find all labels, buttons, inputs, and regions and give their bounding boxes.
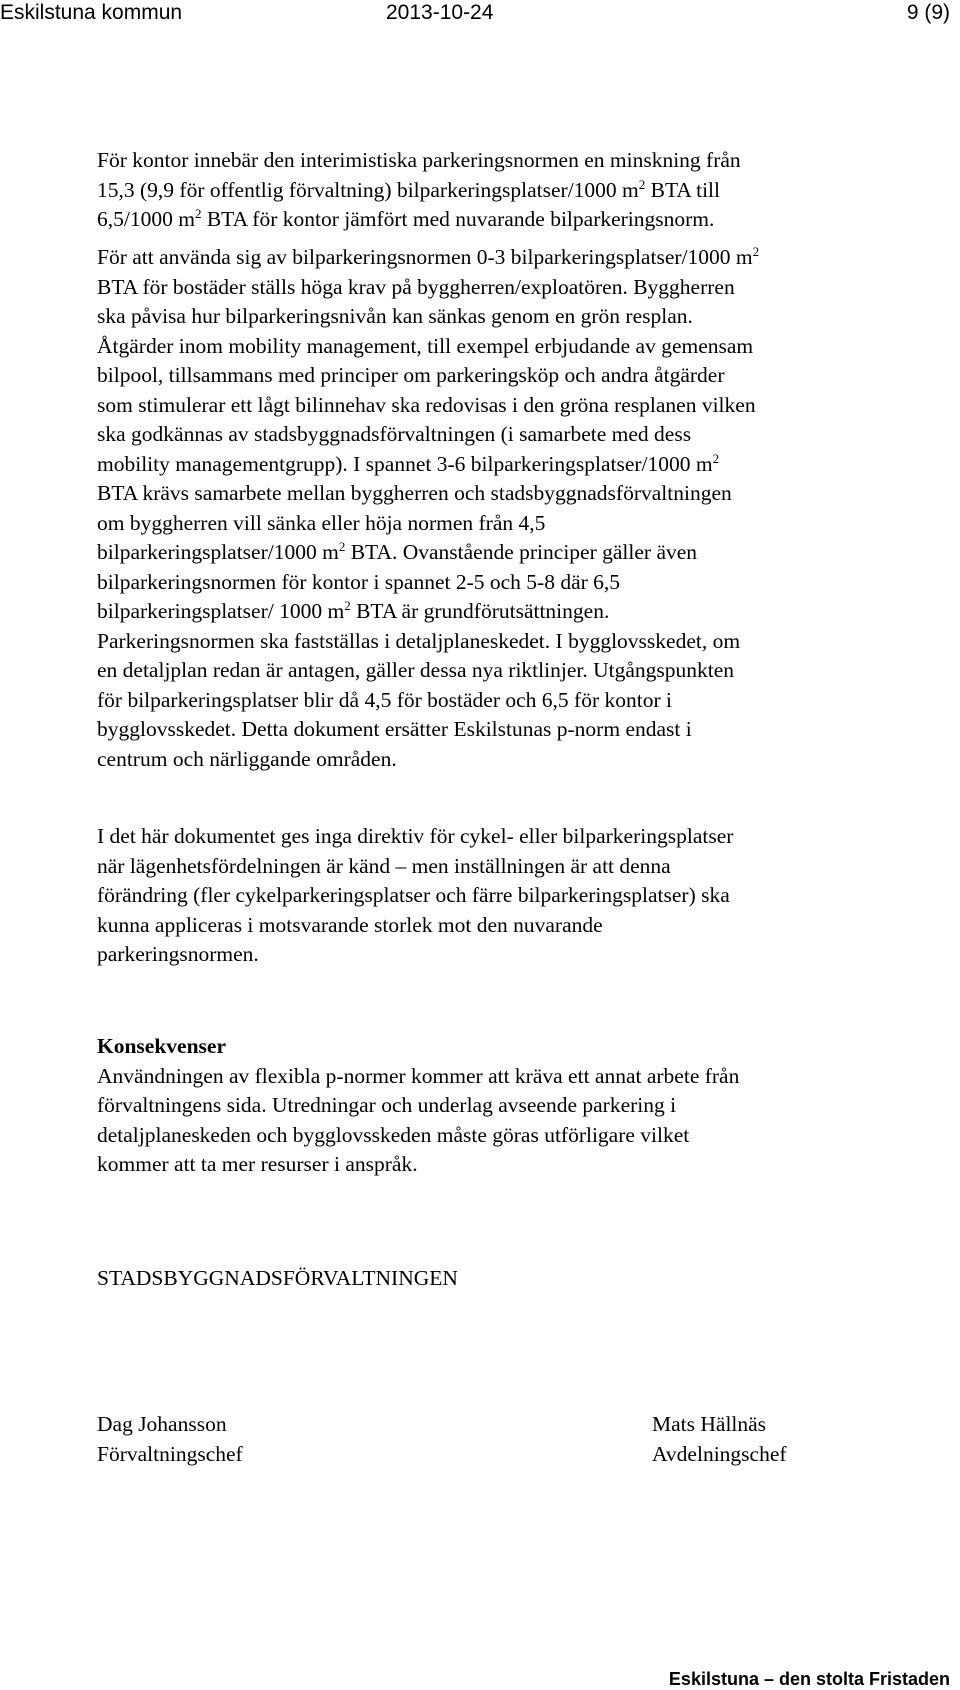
text-line: I det här dokumentet ges inga direktiv för cykel- eller bilparkeringsplatser [97, 824, 734, 848]
page-header [0, 0, 960, 30]
text-line: Åtgärder inom mobility management, till exempel erbjudande av gemensam [97, 333, 754, 358]
text-line: för bilparkeringsplatser blir då 4,5 för bostäder och 6,5 för kontor i [97, 687, 672, 712]
text-line: bilpool, tillsammans med principer om parkeringsköp och andra åtgärder [97, 363, 725, 387]
signatory-title: Förvaltningschef [97, 1441, 243, 1466]
text-line: BTA krävs samarbete mellan byggherren och stadsbyggnadsförvaltningen [97, 481, 732, 505]
text-line: bilparkeringsplatser/1000 $m^2$ BTA. Ovanstående principer gäller även [97, 539, 698, 564]
text-line: mobility managementgrupp). I spannet 3-6 bilparkeringsplatser/1000 $m^2$ [97, 450, 720, 476]
text-line: förändring (fler cykelparkeringsplatser och färre bilparkeringsplatser) ska [97, 883, 730, 907]
page-footer-slogan: Eskilstuna – den stolta Fristaden [668, 1669, 950, 1689]
signature-block-right [652, 1410, 787, 1469]
text-line: kommer att ta mer resurser i anspråk. [97, 1152, 418, 1176]
section-heading: Konsekvenser [97, 1034, 226, 1058]
paragraph-bicycle-parking [97, 822, 897, 970]
text-line: 15,3 (9,9 för offentlig förvaltning) bilparkeringsplatser/1000 $m^2$ BTA till [97, 176, 721, 202]
signatory-name: Mats Hällnäs [652, 1412, 767, 1436]
paragraph-parking-norm [97, 243, 897, 774]
text-line: bilparkeringsnormen för kontor i spannet 2-5 och 5-8 där 6,5 [97, 569, 621, 594]
text-line: 6,5/1000 $m^2$ BTA för kontor jämfört med nuvarande bilparkeringsnorm. [97, 206, 715, 231]
text-line: om byggherren vill sänka eller höja normen från 4,5 [97, 510, 546, 535]
text-line: bilparkeringsplatser/ 1000 $m^2$ BTA är grundförutsättningen. [97, 598, 610, 623]
department-name: STADSBYGGNADSFÖRVALTNINGEN [97, 1266, 458, 1290]
text-line: en detaljplan redan är antagen, gäller dessa nya riktlinjer. Utgångspunkten [97, 658, 735, 682]
text-line: Parkeringsnormen ska fastställas i detaljplaneskedet. I bygglovsskedet, om [97, 628, 741, 653]
paragraph-office-norm [97, 146, 897, 235]
text-line: För att använda sig av bilparkeringsnormen 0-3 bilparkeringsplatser/1000 $m^2$ [97, 244, 760, 269]
text-line: kunna appliceras i motsvarande storlek mot den nuvarande [97, 912, 603, 937]
text-line: som stimulerar ett lågt bilinnehav ska redovisas i den gröna resplanen vilken [97, 392, 756, 417]
text-line: Användningen av flexibla p-normer kommer att kräva ett annat arbete från [97, 1063, 740, 1088]
page-number: 9 (9) [906, 1, 950, 24]
text-line: För kontor innebär den interimistiska parkeringsnormen en minskning från [97, 148, 741, 172]
text-line: ska godkännas av stadsbyggnadsförvaltningen (i samarbete med dess [97, 422, 692, 446]
section-consequences [97, 1032, 897, 1180]
text-line: ska påvisa hur bilparkeringsnivån kan sänkas genom en grön resplan. [97, 304, 693, 328]
document-date: 2013-10-24 [386, 1, 494, 24]
signatory-name: Dag Johansson [97, 1412, 227, 1436]
text-line: förvaltningens sida. Utredningar och underlag avseende parkering i [97, 1093, 677, 1117]
text-line: bygglovsskedet. Detta dokument ersätter Eskilstunas p-norm endast i [97, 717, 692, 741]
text-line: centrum och närliggande områden. [97, 746, 397, 771]
signatory-title: Avdelningschef [652, 1441, 787, 1466]
organization-name: Eskilstuna kommun [0, 1, 183, 24]
text-line: detaljplaneskeden och bygglovsskeden måste göras utförligare vilket [97, 1122, 690, 1147]
signature-block-left [97, 1410, 243, 1469]
text-line: BTA för bostäder ställs höga krav på byggherren/exploatören. Byggherren [97, 274, 735, 299]
text-line: parkeringsnormen. [97, 942, 259, 966]
text-line: när lägenhetsfördelningen är känd – men inställningen är att denna [97, 853, 671, 878]
